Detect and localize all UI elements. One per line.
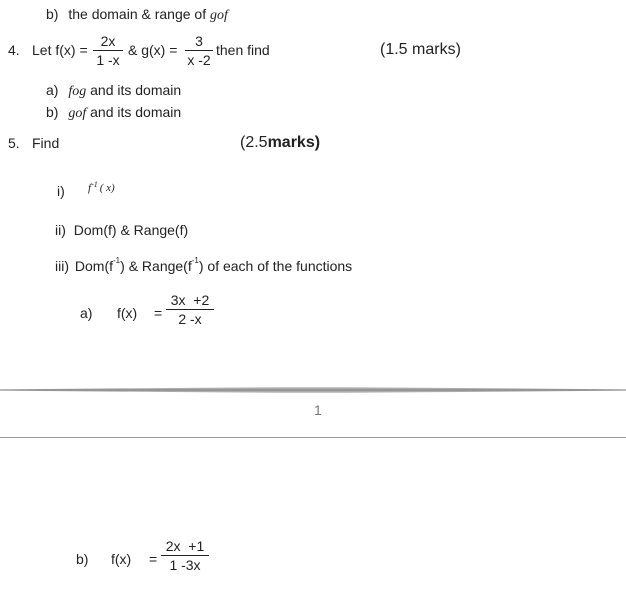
q5-b-fraction-bar <box>161 555 209 556</box>
q5-a-fraction <box>166 292 214 327</box>
q5-b-fx: f(x) <box>111 551 132 567</box>
q5-marks <box>240 134 320 152</box>
q5-iii-sup1: -1 <box>113 256 121 265</box>
prev-item-b-text: the domain & range of <box>68 6 210 22</box>
q5-i-f: f <box>88 182 92 194</box>
q5-ii <box>55 222 188 238</box>
q5-b-label: b) <box>76 551 89 567</box>
q4-item-b <box>46 104 181 122</box>
q5-a-denominator: 2 -x <box>178 311 202 327</box>
q5-a-label: a) <box>80 305 93 321</box>
q4-f-numerator: 2x <box>100 33 116 49</box>
q4-f-denominator: 1 -x <box>96 52 120 68</box>
q4-item-b-label: b) <box>46 104 59 120</box>
q5-a-equals: = <box>154 305 163 321</box>
page-number: 1 <box>314 402 322 418</box>
q4-g-numerator: 3 <box>195 33 203 49</box>
q4-g-denominator: x -2 <box>187 52 211 68</box>
q4-item-b-text: and its domain <box>86 104 182 120</box>
q5-number: 5. <box>8 135 20 151</box>
q4-f-fraction <box>93 33 123 68</box>
q5-i-sup: -1 <box>91 180 98 189</box>
q4-item-a-text: and its domain <box>86 82 182 98</box>
q4-item-a-fn: fog <box>68 84 87 99</box>
q4-let: Let f(x) = <box>32 42 88 58</box>
q5-iii-sup2: -1 <box>191 256 199 265</box>
q4-g-fraction-bar <box>185 50 213 51</box>
q5-find: Find <box>32 135 60 151</box>
q5-iii-a: Dom(f <box>74 258 114 274</box>
q5-marks-suffix: marks) <box>267 134 321 151</box>
q5-b-numerator: 2x +1 <box>165 538 205 554</box>
q5-marks-prefix: (2.5 <box>240 134 268 151</box>
q5-i-label: i) <box>57 183 65 199</box>
q4-g-def: & g(x) = <box>128 42 178 58</box>
q4-marks: (1.5 marks) <box>380 41 461 58</box>
q5-iii-label: iii) <box>55 258 69 274</box>
page-separator-bottom <box>0 437 626 438</box>
q5-ii-text: Dom(f) & Range(f) <box>73 222 189 238</box>
q4-then-find: then find <box>216 42 270 58</box>
q5-b-denominator: 1 -3x <box>169 557 201 573</box>
q4-g-fraction <box>185 33 213 68</box>
q5-iii-b: ) & Range(f <box>120 258 192 274</box>
q5-i-arg: ( x) <box>99 182 115 194</box>
q4-item-a-label: a) <box>46 82 59 98</box>
q4-f-fraction-bar <box>93 50 123 51</box>
q4-number: 4. <box>8 42 20 58</box>
q5-a-fraction-bar <box>166 309 214 310</box>
q5-a-fx: f(x) <box>117 305 138 321</box>
prev-item-b <box>46 6 228 24</box>
q5-b-fraction <box>161 538 209 573</box>
q5-iii <box>55 258 352 274</box>
q5-iii-c: ) of each of the functions <box>198 258 353 274</box>
q4-item-a <box>46 82 181 100</box>
q5-a-numerator: 3x +2 <box>170 292 210 308</box>
page-separator-top <box>0 387 626 393</box>
prev-item-b-label: b) <box>46 6 59 22</box>
prev-item-b-fn: gof <box>210 8 228 23</box>
q5-i-expression <box>88 182 115 194</box>
q4-item-b-fn: gof <box>68 106 87 121</box>
q5-ii-label: ii) <box>55 222 66 238</box>
q5-b-equals: = <box>149 551 158 567</box>
